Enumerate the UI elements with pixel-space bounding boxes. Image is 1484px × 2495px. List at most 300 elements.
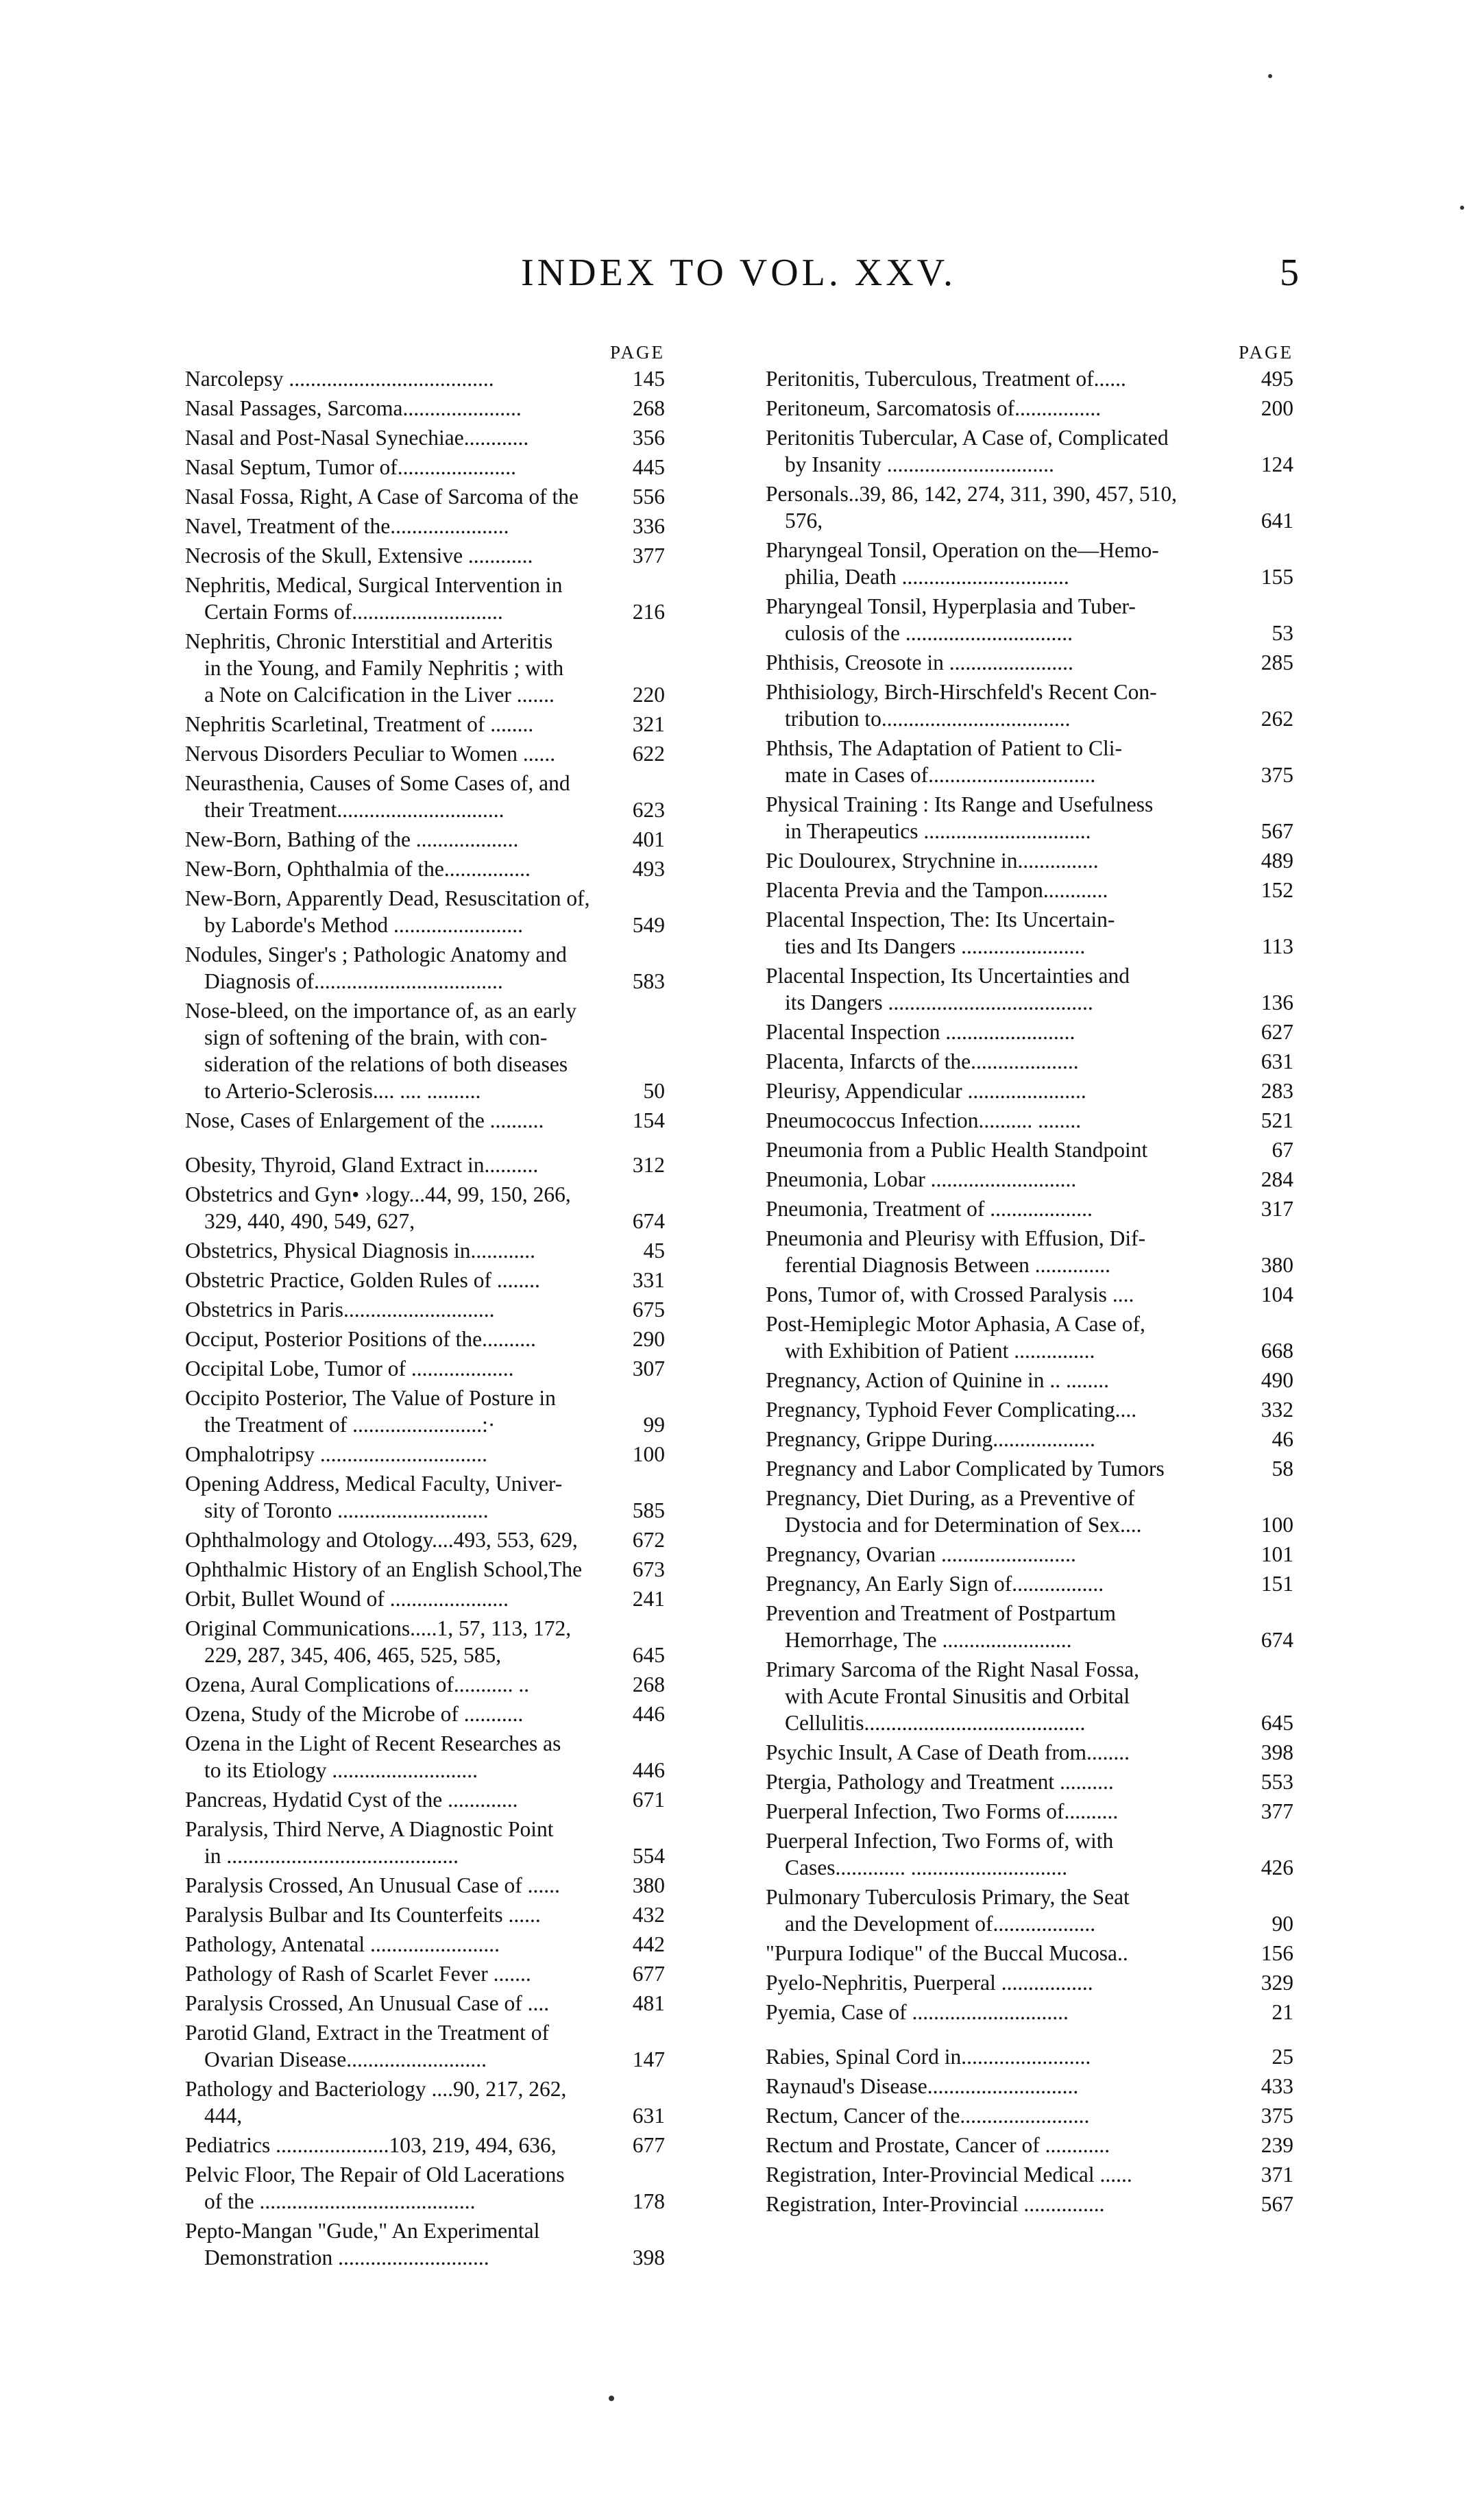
index-entry: [185, 1237, 665, 1264]
page-header: [0, 251, 1484, 313]
index-entry-line: Pneumonia, Treatment of ...................: [766, 1197, 1093, 1221]
index-entry-page: 377: [1261, 1799, 1293, 1823]
index-entry-text: [185, 424, 617, 451]
index-entry: [185, 1960, 665, 1987]
index-entry-line: Paralysis Crossed, An Unusual Case of ......: [185, 1873, 560, 1897]
index-entry: [766, 1396, 1293, 1423]
index-entry-text: [766, 480, 1245, 534]
index-entry: [185, 1107, 665, 1134]
index-entry-line: Ptergia, Pathology and Treatment ..........: [766, 1770, 1114, 1794]
index-entry-text: [766, 1136, 1245, 1163]
index-entry-page: 101: [1261, 1542, 1293, 1566]
index-entry-text: [185, 395, 617, 422]
index-entry-line: Cases............. .............................: [785, 1855, 1068, 1879]
index-entry-text: [766, 2073, 1245, 2100]
index-entry-page: 433: [1261, 2074, 1293, 2098]
index-entry-line: of the ........................................: [204, 2189, 476, 2213]
index-entry: [185, 1267, 665, 1293]
index-entry-text: [185, 1901, 617, 1928]
index-entry-text: [185, 826, 617, 853]
index-entry-text: [766, 1940, 1245, 1967]
index-entry-page: 290: [632, 1327, 665, 1351]
index-entry-page: 553: [1261, 1770, 1293, 1794]
index-entry-page: 200: [1261, 396, 1293, 420]
index-entry: [185, 483, 665, 510]
index-entry-page: 674: [632, 1209, 665, 1233]
index-entry-line: Narcolepsy ......................................: [185, 367, 494, 391]
index-entry-line: Registration, Inter-Provincial Medical ......: [766, 2163, 1132, 2187]
index-entry-page: 398: [1261, 1740, 1293, 1764]
index-entry-page: 45: [643, 1239, 665, 1263]
index-entry-text: [185, 1960, 617, 1987]
index-entry-line: Placenta Previa and the Tampon............: [766, 878, 1108, 902]
index-entry-text: [766, 1739, 1245, 1766]
index-entry-page: 216: [632, 600, 665, 624]
index-entry-line: Occiput, Posterior Positions of the..........: [185, 1327, 536, 1351]
index-entry-line: Nose-bleed, on the importance of, as an early: [185, 999, 577, 1023]
index-entry: [185, 1615, 665, 1668]
index-entry-text: [185, 1872, 617, 1899]
index-entry-page: 100: [632, 1442, 665, 1466]
index-entry: [766, 1600, 1293, 1653]
index-entry-page: 155: [1261, 565, 1293, 589]
index-entry-line: the Treatment of ........................:·: [204, 1413, 496, 1437]
index-entry-page: 446: [632, 1758, 665, 1782]
index-entry: [766, 1166, 1293, 1193]
index-entry: [766, 1195, 1293, 1222]
index-column-right: [766, 339, 1293, 2220]
index-entry-text: [185, 1931, 617, 1958]
index-entry-line: a Note on Calcification in the Liver .......: [204, 683, 555, 707]
index-entry-page: 284: [1261, 1167, 1293, 1191]
index-entry: [766, 1969, 1293, 1996]
index-entry: [766, 1019, 1293, 1045]
index-entry-text: [185, 454, 617, 480]
index-entry: [766, 679, 1293, 732]
index-entry-text: [185, 1181, 617, 1234]
index-entry: [185, 1355, 665, 1382]
index-entry-page: 671: [632, 1788, 665, 1812]
index-entry-page: 317: [1261, 1197, 1293, 1221]
index-entry-text: [766, 1570, 1245, 1597]
scan-speck: [609, 2396, 614, 2401]
index-entry-page: 398: [632, 2246, 665, 2269]
index-entry-page: 307: [632, 1356, 665, 1380]
index-entry: [185, 1786, 665, 1813]
index-entry-text: [766, 1768, 1245, 1795]
index-entry-page: 446: [632, 1702, 665, 1726]
index-entry-line: mate in Cases of...............................: [785, 763, 1096, 787]
index-entry-text: [766, 2043, 1245, 2070]
index-entry-page: 675: [632, 1298, 665, 1322]
index-entry-page: 495: [1261, 367, 1293, 391]
index-entry-line: Raynaud's Disease............................: [766, 2074, 1079, 2098]
index-entry-line: Pepto-Mangan "Gude," An Experimental: [185, 2219, 540, 2243]
index-entry-line: Placenta, Infarcts of the....................: [766, 1049, 1079, 1073]
index-entry-page: 583: [632, 969, 665, 993]
index-entry-line: Pregnancy, Typhoid Fever Complicating....: [766, 1398, 1137, 1422]
index-entry-line: Nasal Fossa, Right, A Case of Sarcoma of the: [185, 485, 579, 509]
index-entry-line: Pharyngeal Tonsil, Operation on the—Hemo-: [766, 538, 1159, 562]
index-entry: [766, 1940, 1293, 1967]
index-entry-line: Pic Doulourex, Strychnine in...............: [766, 849, 1099, 873]
index-entry: [766, 395, 1293, 422]
index-entry-text: [185, 1326, 617, 1352]
index-entry: [766, 2102, 1293, 2129]
index-entry-page: 554: [632, 1844, 665, 1868]
index-entry-text: [766, 649, 1245, 676]
index-entry-text: [185, 740, 617, 767]
index-entry-page: 312: [632, 1153, 665, 1177]
index-entry-page: 151: [1261, 1572, 1293, 1596]
index-entry-text: [766, 1541, 1245, 1568]
index-entry-line: Psychic Insult, A Case of Death from........: [766, 1740, 1130, 1764]
index-entry-page: 178: [632, 2189, 665, 2213]
index-entry-text: [766, 1827, 1245, 1881]
index-entry-line: Phthisis, Creosote in .......................: [766, 650, 1073, 674]
scan-speck: [1460, 206, 1464, 210]
index-entry-line: Pregnancy, Ovarian .........................: [766, 1542, 1076, 1566]
index-entry-line: sideration of the relations of both diseases: [204, 1052, 568, 1076]
index-entry-line: Nose, Cases of Enlargement of the ..........: [185, 1108, 544, 1132]
index-entry-text: [766, 1048, 1245, 1075]
index-entry: [185, 1701, 665, 1727]
index-entry-text: [766, 1166, 1245, 1193]
index-entry: [766, 1570, 1293, 1597]
index-entry: [766, 1798, 1293, 1825]
index-entry-text: [766, 1455, 1245, 1482]
index-entry-text: [766, 1367, 1245, 1393]
index-entry-text: [766, 1999, 1245, 2025]
index-entry-line: 444,: [204, 2104, 243, 2128]
index-entry-line: to its Etiology ...........................: [204, 1758, 478, 1782]
index-entry-line: Pregnancy and Labor Complicated by Tumors: [766, 1457, 1165, 1481]
index-entry-text: [766, 1485, 1245, 1538]
index-entry-line: New-Born, Bathing of the ...................: [185, 827, 519, 851]
index-entry-text: [185, 1701, 617, 1727]
index-entry-line: Placental Inspection, Its Uncertainties and: [766, 964, 1130, 988]
index-entry-page: 25: [1272, 2045, 1293, 2069]
index-entry: [185, 1152, 665, 1178]
index-entry-page: 672: [632, 1528, 665, 1552]
index-entry-line: Ovarian Disease..........................: [204, 2047, 487, 2071]
index-entry-text: [185, 1585, 617, 1612]
index-entry: [766, 1136, 1293, 1163]
index-entry-line: Pons, Tumor of, with Crossed Paralysis ....: [766, 1282, 1134, 1306]
index-entry-text: [185, 483, 617, 510]
index-entry-line: Obstetrics and Gyn• ›logy...44, 99, 150, 266,: [185, 1182, 571, 1206]
index-entry-line: Phthsis, The Adaptation of Patient to Cli-: [766, 736, 1123, 760]
index-entry-text: [185, 2161, 617, 2215]
index-entry-page: 145: [632, 367, 665, 391]
index-entry-text: [766, 1195, 1245, 1222]
index-entry-line: its Dangers ......................................: [785, 990, 1093, 1014]
index-entry-text: [185, 542, 617, 569]
index-entry-text: [766, 906, 1245, 960]
index-entry: [185, 1526, 665, 1553]
index-entry-line: Pregnancy, Diet During, as a Preventive of: [766, 1486, 1135, 1510]
index-entry: [766, 649, 1293, 676]
index-entry-line: their Treatment...............................: [204, 798, 504, 822]
index-entry-page: 567: [1261, 2192, 1293, 2216]
index-entry-line: Navel, Treatment of the......................: [185, 514, 509, 538]
index-entry-line: Ozena, Study of the Microbe of ...........: [185, 1702, 524, 1726]
index-entry: [185, 1326, 665, 1352]
index-entry: [766, 1884, 1293, 1937]
index-entry-page: 489: [1261, 849, 1293, 873]
index-entry-page: 136: [1261, 990, 1293, 1014]
index-entry-page: 490: [1261, 1368, 1293, 1392]
index-entry-line: Diagnosis of...................................: [204, 969, 503, 993]
index-entry: [185, 542, 665, 569]
index-entry-page: 445: [632, 455, 665, 479]
index-entry-page: 631: [1261, 1049, 1293, 1073]
index-entry-text: [766, 1396, 1245, 1423]
index-entry-text: [185, 885, 617, 938]
index-entry-line: Parotid Gland, Extract in the Treatment of: [185, 2021, 550, 2045]
index-entry-page: 380: [632, 1873, 665, 1897]
index-entry-page: 329: [1261, 1971, 1293, 1995]
index-entry-text: [766, 2161, 1245, 2188]
index-entry: [766, 877, 1293, 903]
index-entry: [766, 791, 1293, 844]
index-entry-page: 99: [643, 1413, 665, 1437]
index-entry: [766, 1656, 1293, 1736]
index-entry-page: 375: [1261, 2104, 1293, 2128]
index-entry-page: 631: [632, 2104, 665, 2128]
index-entry-line: Nephritis, Medical, Surgical Intervention in: [185, 573, 563, 597]
index-entry: [766, 2073, 1293, 2100]
index-entry-line: Neurasthenia, Causes of Some Cases of, and: [185, 771, 570, 795]
index-entry-page: 262: [1261, 707, 1293, 731]
index-entry: [766, 1455, 1293, 1482]
index-entry: [766, 424, 1293, 478]
index-entry-text: [185, 365, 617, 392]
index-entry-text: [185, 1730, 617, 1784]
index-entry-line: Pneumonia, Lobar ...........................: [766, 1167, 1077, 1191]
index-entry-line: sity of Toronto ............................: [204, 1498, 489, 1522]
index-entry: [766, 1107, 1293, 1134]
index-entry: [766, 480, 1293, 534]
index-entry-text: [766, 1426, 1245, 1452]
index-entry: [766, 962, 1293, 1016]
index-entry-page: 641: [1261, 509, 1293, 533]
index-entry-page: 283: [1261, 1079, 1293, 1103]
index-entry-page: 21: [1272, 2000, 1293, 2024]
index-entry-line: Nervous Disorders Peculiar to Women ......: [185, 742, 556, 766]
index-entry-page: 90: [1272, 1912, 1293, 1936]
index-entry-line: with Exhibition of Patient ...............: [785, 1339, 1095, 1363]
index-entry-line: Peritonitis, Tuberculous, Treatment of......: [766, 367, 1126, 391]
index-column-left: [185, 339, 665, 2274]
index-entry-line: Dystocia and for Determination of Sex....: [785, 1513, 1142, 1537]
index-entry-line: Opening Address, Medical Faculty, Univer-: [185, 1472, 563, 1496]
index-entry: [185, 1990, 665, 2017]
index-entry-page: 493: [632, 857, 665, 881]
index-entry-text: [766, 962, 1245, 1016]
index-entry-page: 336: [632, 514, 665, 538]
index-entry-page: 356: [632, 426, 665, 450]
index-entry-line: Paralysis, Third Nerve, A Diagnostic Point: [185, 1817, 554, 1841]
index-entry-line: Pleurisy, Appendicular ......................: [766, 1079, 1086, 1103]
index-entry: [185, 2132, 665, 2158]
index-entry-line: Rectum and Prostate, Cancer of ............: [766, 2133, 1110, 2157]
index-entry-page: 239: [1261, 2133, 1293, 2157]
index-entry-line: Hemorrhage, The ........................: [785, 1628, 1072, 1652]
index-entry: [185, 2019, 665, 2073]
index-entry-text: [766, 679, 1245, 732]
index-entry-text: [185, 572, 617, 625]
index-entry: [185, 2217, 665, 2271]
index-entry-text: [185, 1385, 617, 1438]
index-entry-text: [185, 1816, 617, 1869]
index-entry-line: Pediatrics .....................103, 219, 494, 636,: [185, 2133, 557, 2157]
index-entry: [185, 572, 665, 625]
index-entry-line: Primary Sarcoma of the Right Nasal Fossa,: [766, 1657, 1140, 1681]
index-entry-text: [185, 855, 617, 882]
index-entry-line: Ophthalmic History of an English School,The: [185, 1557, 583, 1581]
index-entry-text: [185, 997, 617, 1104]
index-entry-text: [766, 365, 1245, 392]
index-entry-line: 576,: [785, 509, 823, 533]
index-entry-text: [766, 847, 1245, 874]
index-entry-line: Placental Inspection, The: Its Uncertain-: [766, 908, 1115, 932]
index-entry: [766, 2132, 1293, 2158]
index-entry: [185, 1671, 665, 1698]
index-entry-text: [766, 1281, 1245, 1308]
index-entry: [185, 1441, 665, 1468]
index-entry-text: [185, 1786, 617, 1813]
index-entry-line: Pregnancy, An Early Sign of.................: [766, 1572, 1104, 1596]
index-entry: [766, 1739, 1293, 1766]
index-entry-line: Orbit, Bullet Wound of ......................: [185, 1587, 509, 1611]
index-entry-line: Ozena in the Light of Recent Researches as: [185, 1731, 561, 1755]
index-entry-text: [766, 877, 1245, 903]
index-entry-page: 442: [632, 1932, 665, 1956]
index-entry: [766, 847, 1293, 874]
index-entry-line: Prevention and Treatment of Postpartum: [766, 1601, 1116, 1625]
index-entry-line: Rabies, Spinal Cord in........................: [766, 2045, 1091, 2069]
index-entry: [766, 1768, 1293, 1795]
index-entry-line: Pyemia, Case of .............................: [766, 2000, 1069, 2024]
index-entry: [185, 1585, 665, 1612]
index-entry: [185, 1816, 665, 1869]
section-gap: [185, 1136, 665, 1152]
index-entry-line: Occipital Lobe, Tumor of ...................: [185, 1356, 514, 1380]
index-entry: [766, 1225, 1293, 1278]
index-entry-line: and the Development of...................: [785, 1912, 1096, 1936]
index-entry-text: [185, 2076, 617, 2129]
index-entry-line: Omphalotripsy ...............................: [185, 1442, 487, 1466]
index-entry: [185, 711, 665, 738]
index-entry: [185, 424, 665, 451]
index-entry-page: 432: [632, 1903, 665, 1927]
index-entry-text: [185, 1526, 617, 1553]
index-entry-text: [766, 1969, 1245, 1996]
index-entry-page: 567: [1261, 819, 1293, 843]
index-entry: [766, 735, 1293, 788]
index-entry-line: Pyelo-Nephritis, Puerperal .................: [766, 1971, 1093, 1995]
index-entry-text: [185, 513, 617, 539]
index-entry-line: New-Born, Ophthalmia of the................: [185, 857, 531, 881]
index-entry-page: 668: [1261, 1339, 1293, 1363]
index-entry-text: [185, 2019, 617, 2073]
index-entry-text: [185, 1296, 617, 1323]
index-entry-line: in the Young, and Family Nephritis ; with: [204, 656, 564, 680]
index-entry-page: 50: [643, 1079, 665, 1103]
index-entry-text: [185, 1441, 617, 1468]
index-entry-line: Cellulitis.........................................: [785, 1711, 1086, 1735]
index-entry-line: 329, 440, 490, 549, 627,: [204, 1209, 415, 1233]
index-entry-line: "Purpura Iodique" of the Buccal Mucosa..: [766, 1941, 1128, 1965]
index-entry-line: Puerperal Infection, Two Forms of..........: [766, 1799, 1119, 1823]
index-entry: [185, 1872, 665, 1899]
index-entry-line: Pathology and Bacteriology ....90, 217, 262,: [185, 2077, 567, 2101]
index-entry-page: 152: [1261, 878, 1293, 902]
index-entry-page: 673: [632, 1557, 665, 1581]
index-entry-text: [185, 2217, 617, 2271]
index-entry-text: [766, 1884, 1245, 1937]
index-entry-text: [185, 1267, 617, 1293]
index-entry: [185, 941, 665, 995]
index-entry-line: Pulmonary Tuberculosis Primary, the Seat: [766, 1885, 1130, 1909]
index-entry-line: Paralysis Crossed, An Unusual Case of ....: [185, 1991, 550, 2015]
index-entry-page: 426: [1261, 1855, 1293, 1879]
index-entry-page: 124: [1261, 452, 1293, 476]
scan-speck: [1268, 74, 1272, 78]
index-entry-text: [185, 1671, 617, 1698]
index-entry-line: Nasal and Post-Nasal Synechiae............: [185, 426, 529, 450]
index-entry-text: [185, 1152, 617, 1178]
index-entry-page: 622: [632, 742, 665, 766]
index-entry-line: by Insanity ...............................: [785, 452, 1054, 476]
index-entry-line: philia, Death ...............................: [785, 565, 1069, 589]
index-entry-page: 371: [1261, 2163, 1293, 2187]
index-entry: [766, 906, 1293, 960]
index-entry: [766, 1281, 1293, 1308]
index-entry-page: 285: [1261, 650, 1293, 674]
index-entry: [185, 628, 665, 708]
index-entry-line: Pregnancy, Grippe During...................: [766, 1427, 1095, 1451]
index-entry-text: [185, 711, 617, 738]
index-entry-text: [185, 628, 617, 708]
index-entry-line: Peritoneum, Sarcomatosis of................: [766, 396, 1102, 420]
index-entry: [766, 537, 1293, 590]
index-entry-text: [185, 941, 617, 995]
index-entry-line: Pneumonia and Pleurisy with Effusion, Dif-: [766, 1226, 1146, 1250]
index-entry-line: Nephritis Scarletinal, Treatment of ........: [185, 712, 534, 736]
index-entry-page: 104: [1261, 1282, 1293, 1306]
index-entry-line: Physical Training : Its Range and Usefulness: [766, 792, 1154, 816]
index-entry-page: 268: [632, 1672, 665, 1696]
index-entry: [766, 1311, 1293, 1364]
index-entry: [185, 1931, 665, 1958]
index-entry-text: [766, 1600, 1245, 1653]
index-entry-page: 100: [1261, 1513, 1293, 1537]
index-entry-page: 521: [1261, 1108, 1293, 1132]
index-entry-text: [766, 791, 1245, 844]
index-entry-page: 677: [632, 1962, 665, 1986]
index-entry-page: 375: [1261, 763, 1293, 787]
index-entry-line: Necrosis of the Skull, Extensive ............: [185, 544, 533, 568]
index-entry-line: Post-Hemiplegic Motor Aphasia, A Case of,: [766, 1312, 1145, 1336]
index-entry-line: Paralysis Bulbar and Its Counterfeits ......: [185, 1903, 541, 1927]
index-entry-page: 380: [1261, 1253, 1293, 1277]
index-entry-line: Ophthalmology and Otology....493, 553, 629,: [185, 1528, 578, 1552]
index-entry-line: Ozena, Aural Complications of........... ..: [185, 1672, 530, 1696]
index-entry-line: Occipito Posterior, The Value of Posture in: [185, 1386, 556, 1410]
index-entry-line: with Acute Frontal Sinusitis and Orbital: [785, 1684, 1130, 1708]
